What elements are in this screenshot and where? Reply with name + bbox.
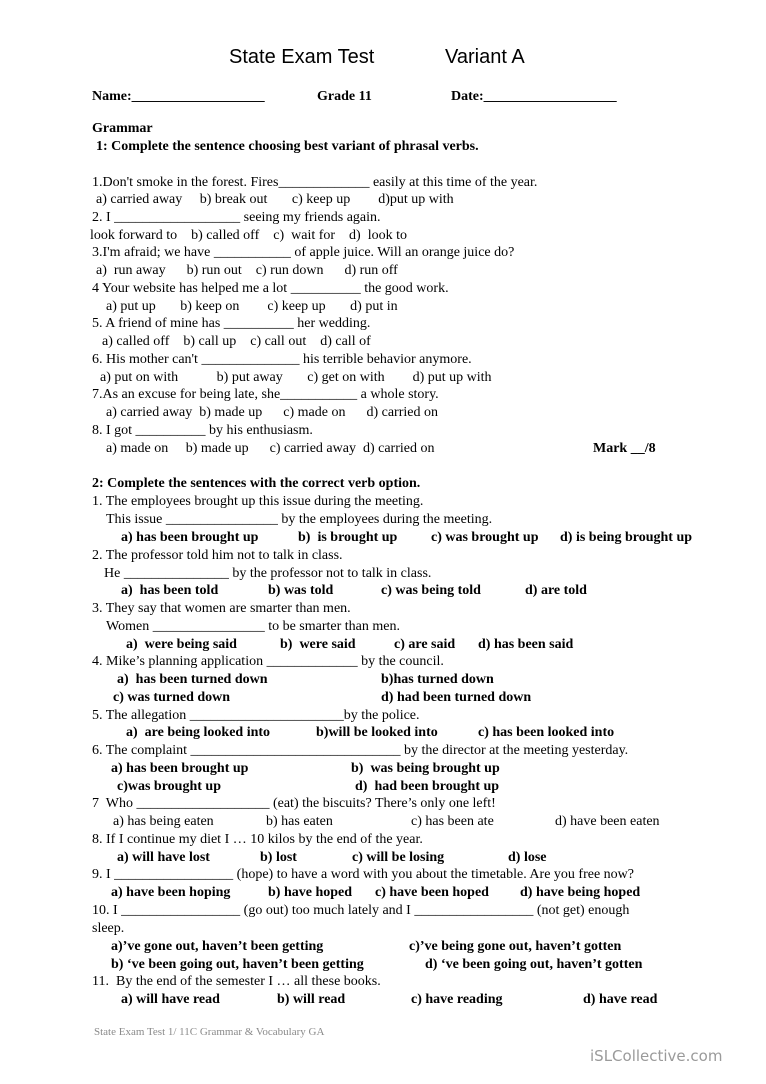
s1-q3-options: a) run away b) run out c) run down d) run off: [96, 263, 398, 278]
s2-q8-option-d: d) lose: [508, 850, 547, 865]
mark-label: Mark __/8: [593, 441, 656, 456]
s2-q7-option-d: d) have been eaten: [555, 814, 660, 829]
s2-q4: 4. Mike’s planning application _____________ by the council.: [92, 654, 444, 669]
s2-q10-continued: sleep.: [92, 921, 125, 936]
s2-q11-option-c: c) have reading: [411, 992, 503, 1007]
s1-q1-options: a) carried away b) break out c) keep up d)put up with: [96, 192, 454, 207]
s2-q10-option-a: a)’ve gone out, haven’t been getting: [111, 939, 324, 954]
s2-q4-option-b: b)has turned down: [381, 672, 494, 687]
name-field: Name:___________________: [92, 89, 265, 104]
s2-q3-option-d: d) has been said: [478, 637, 574, 652]
s1-q8-options: a) made on b) made up c) carried away d) carried on: [106, 441, 435, 456]
s2-q4-option-c: c) was turned down: [113, 690, 231, 705]
section2-instruction: 2: Complete the sentences with the correct verb option.: [92, 476, 421, 491]
s2-q4-option-a: a) has been turned down: [117, 672, 268, 687]
s2-q2-option-c: c) was being told: [381, 583, 481, 598]
s2-q1-option-b: b) is brought up: [298, 530, 398, 545]
s2-q1-sentence: This issue ________________ by the employees during the meeting.: [106, 512, 493, 527]
s2-q2: 2. The professor told him not to talk in class.: [92, 548, 343, 563]
s1-q7: 7.As an excuse for being late, she___________ a whole story.: [92, 387, 439, 402]
s2-q2-option-b: b) was told: [268, 583, 334, 598]
s1-q4-options: a) put up b) keep on c) keep up d) put in: [106, 299, 398, 314]
s1-q7-options: a) carried away b) made up c) made on d) carried on: [106, 405, 438, 420]
s1-q5: 5. A friend of mine has __________ her wedding.: [92, 316, 371, 331]
s2-q4-option-d: d) had been turned down: [381, 690, 532, 705]
s2-q8-option-b: b) lost: [260, 850, 297, 865]
s2-q2-option-a: a) has been told: [121, 583, 219, 598]
s2-q10: 10. I _________________ (go out) too much lately and I _________________ (not get) enough: [92, 903, 630, 918]
s2-q5-option-c: c) has been looked into: [478, 725, 615, 740]
grade-label: Grade 11: [317, 89, 372, 104]
s2-q5-option-a: a) are being looked into: [126, 725, 271, 740]
s1-q5-options: a) called off b) call up c) call out d) call of: [102, 334, 371, 349]
s2-q1-option-a: a) has been brought up: [121, 530, 259, 545]
s2-q7-option-b: b) has eaten: [266, 814, 333, 829]
s2-q9-option-a: a) have been hoping: [111, 885, 231, 900]
s2-q11-option-b: b) will read: [277, 992, 346, 1007]
s1-q4: 4 Your website has helped me a lot __________ the good work.: [92, 281, 449, 296]
s2-q9: 9. I _________________ (hope) to have a word with you about the timetable. Are you free now?: [92, 867, 634, 882]
s2-q3-sentence: Women ________________ to be smarter than men.: [106, 619, 400, 634]
s2-q3-option-b: b) were said: [280, 637, 356, 652]
s1-q1: 1.Don't smoke in the forest. Fires_____________ easily at this time of the year.: [92, 175, 538, 190]
watermark-logo: iSLCollective.com: [590, 1047, 723, 1065]
s2-q1-option-c: c) was brought up: [431, 530, 539, 545]
s2-q9-option-c: c) have been hoped: [375, 885, 489, 900]
s2-q6-option-d: d) had been brought up: [355, 779, 500, 794]
s2-q3: 3. They say that women are smarter than men.: [92, 601, 351, 616]
s2-q3-option-a: a) were being said: [126, 637, 237, 652]
s1-q2-options: look forward to b) called off c) wait for d) look to: [90, 228, 407, 243]
s2-q8-option-a: a) will have lost: [117, 850, 210, 865]
s2-q10-option-d: d) ‘ve been going out, haven’t gotten: [425, 957, 643, 972]
s2-q8: 8. If I continue my diet I … 10 kilos by the end of the year.: [92, 832, 423, 847]
s2-q11: 11. By the end of the semester I … all these books.: [92, 974, 381, 989]
s2-q7-option-a: a) has being eaten: [113, 814, 214, 829]
section1-instruction: 1: Complete the sentence choosing best variant of phrasal verbs.: [96, 139, 479, 154]
s2-q5: 5. The allegation ______________________by the police.: [92, 708, 420, 723]
s2-q6-option-a: a) has been brought up: [111, 761, 249, 776]
s2-q5-option-b: b)will be looked into: [316, 725, 438, 740]
s2-q2-option-d: d) are told: [525, 583, 587, 598]
date-field: Date:___________________: [451, 89, 617, 104]
s1-q3: 3.I'm afraid; we have ___________ of apple juice. Will an orange juice do?: [92, 245, 515, 260]
s2-q10-option-c: c)’ve being gone out, haven’t gotten: [409, 939, 622, 954]
s1-q6-options: a) put on with b) put away c) get on with d) put up with: [100, 370, 492, 385]
s2-q11-option-a: a) will have read: [121, 992, 220, 1007]
footer-text: State Exam Test 1/ 11C Grammar & Vocabulary GA: [94, 1026, 325, 1038]
s2-q3-option-c: c) are said: [394, 637, 456, 652]
s2-q6-option-b: b) was being brought up: [351, 761, 500, 776]
s2-q7: 7 Who ___________________ (eat) the biscuits? There’s only one left!: [92, 796, 496, 811]
section-heading-grammar: Grammar: [92, 121, 153, 136]
s2-q1-option-d: d) is being brought up: [560, 530, 693, 545]
s2-q7-option-c: c) has been ate: [411, 814, 494, 829]
s2-q11-option-d: d) have read: [583, 992, 658, 1007]
page-title: State Exam Test: [229, 46, 375, 68]
s2-q9-option-d: d) have being hoped: [520, 885, 641, 900]
s1-q6: 6. His mother can't ______________ his terrible behavior anymore.: [92, 352, 472, 367]
s2-q2-sentence: He _______________ by the professor not to talk in class.: [104, 566, 432, 581]
s1-q8: 8. I got __________ by his enthusiasm.: [92, 423, 313, 438]
s2-q8-option-c: c) will be losing: [352, 850, 445, 865]
s2-q10-option-b: b) ‘ve been going out, haven’t been getting: [111, 957, 364, 972]
s2-q6: 6. The complaint ______________________________ by the director at the meeting yesterday.: [92, 743, 629, 758]
s2-q1: 1. The employees brought up this issue during the meeting.: [92, 494, 424, 509]
s1-q2: 2. I __________________ seeing my friends again.: [92, 210, 381, 225]
s2-q6-option-c: c)was brought up: [117, 779, 221, 794]
variant-label: Variant A: [445, 46, 525, 68]
s2-q9-option-b: b) have hoped: [268, 885, 353, 900]
